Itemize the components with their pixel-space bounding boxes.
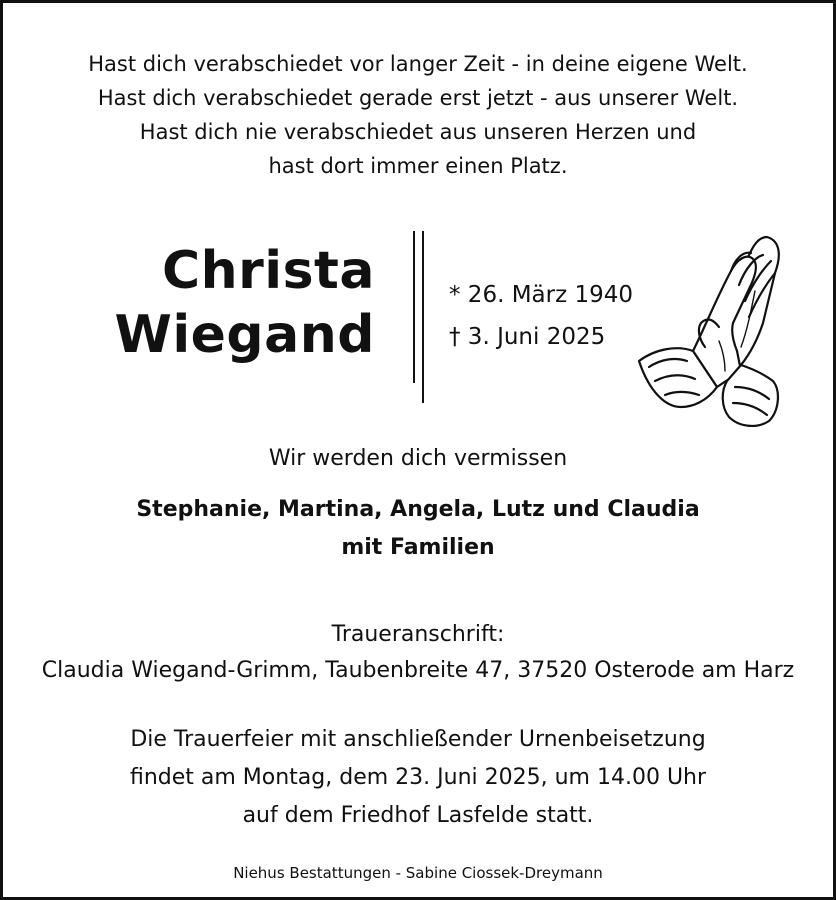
poem — [3, 47, 833, 183]
life-dates — [449, 274, 633, 358]
mourners — [3, 491, 833, 567]
divider-line-short — [413, 231, 415, 383]
address-label: Traueranschrift: — [331, 622, 505, 647]
first-name: Christa — [161, 241, 375, 301]
funeral-line-2: findet am Montag, dem 23. Juni 2025, um 14.00 Uhr — [129, 765, 707, 790]
poem-line-1: Hast dich verabschiedet vor langer Zeit - in deine eigene Welt. — [88, 52, 748, 76]
poem-line-4: hast dort immer einen Platz. — [268, 154, 568, 178]
closing-phrase: Wir werden dich vermissen — [268, 446, 568, 471]
undertaker: Niehus Bestattungen - Sabine Ciossek-Dreymann — [233, 864, 603, 882]
address-value: Claudia Wiegand-Grimm, Taubenbreite 47, 37520 Osterode am Harz — [41, 658, 795, 683]
mourners-line-1: Stephanie, Martina, Angela, Lutz und Claudia — [136, 497, 700, 522]
divider-line-long — [422, 231, 424, 403]
funeral-info — [3, 721, 833, 835]
poem-line-3: Hast dich nie verabschiedet aus unseren Herzen und — [139, 120, 697, 144]
deceased-name — [114, 239, 375, 367]
praying-hands-icon — [635, 231, 783, 431]
birth-date: * 26. März 1940 — [449, 282, 634, 308]
funeral-line-1: Die Trauerfeier mit anschließender Urnenbeisetzung — [130, 727, 706, 752]
poem-line-2: Hast dich verabschiedet gerade erst jetzt - aus unserer Welt. — [97, 86, 739, 110]
death-date: † 3. Juni 2025 — [449, 324, 606, 350]
mourning-address — [3, 617, 833, 689]
last-name: Wiegand — [114, 305, 375, 365]
mourners-line-2: mit Familien — [341, 535, 495, 560]
funeral-line-3: auf dem Friedhof Lasfelde statt. — [242, 803, 594, 828]
